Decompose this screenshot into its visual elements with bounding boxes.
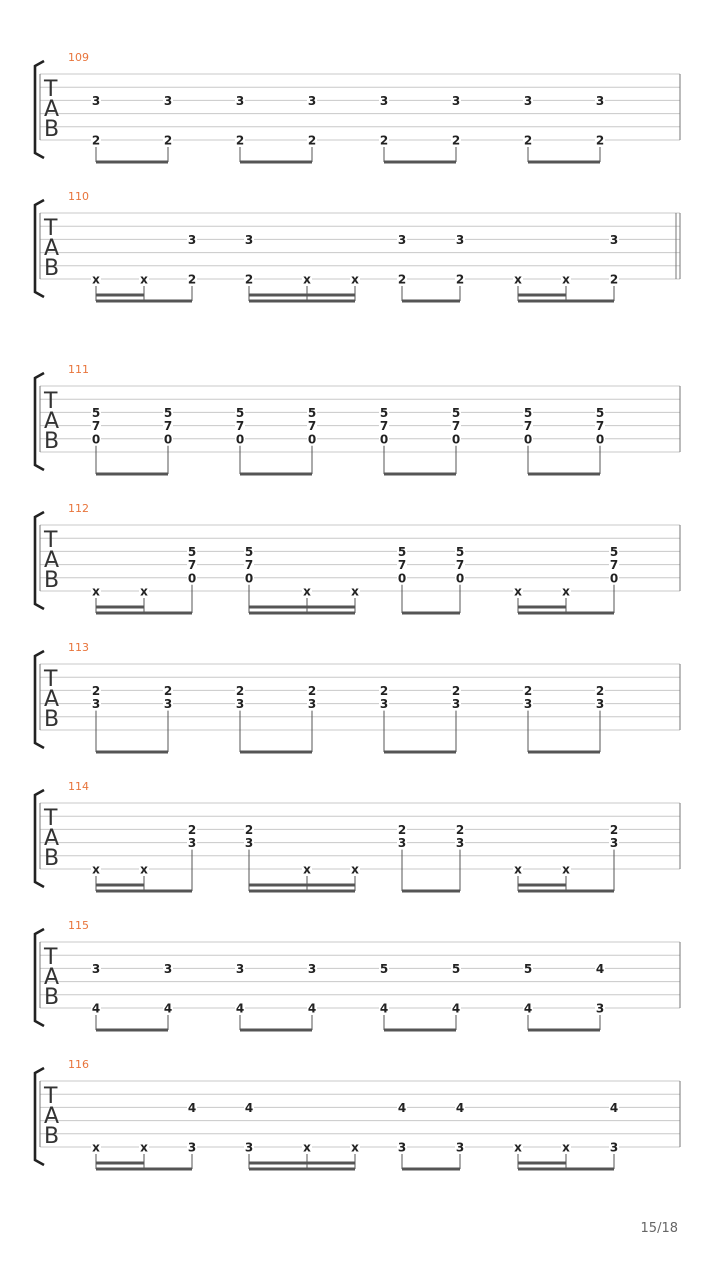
tab-system [35, 780, 680, 891]
tab-clef-letter: A [44, 236, 60, 261]
tab-clef-letter: B [44, 846, 60, 871]
fret-number: 3 [307, 697, 317, 712]
fret-number: 2 [244, 822, 254, 837]
fret-number: 2 [163, 133, 173, 148]
fret-number: 2 [187, 822, 197, 837]
fret-number: 3 [397, 232, 407, 247]
fret-number: 2 [595, 683, 605, 698]
fret-number: 7 [307, 419, 317, 434]
fret-number: 2 [451, 133, 461, 148]
fret-number: 3 [91, 697, 101, 712]
tab-clef-letter: A [44, 826, 60, 851]
tab-system [35, 502, 680, 613]
fret-number: 3 [609, 232, 619, 247]
tab-clef-letter: B [44, 117, 60, 142]
fret-number: 2 [91, 683, 101, 698]
fret-number: 2 [397, 272, 407, 287]
fret-number: 3 [91, 93, 101, 108]
tab-clef-letter: T [44, 806, 58, 831]
fret-number: 7 [609, 558, 619, 573]
fret-number: 4 [379, 1001, 389, 1016]
tab-system [35, 190, 680, 301]
fret-number: 3 [397, 1140, 407, 1155]
measure-number: 115 [68, 919, 89, 932]
fret-number: 5 [595, 405, 605, 420]
tab-clef-letter: B [44, 568, 60, 593]
dead-note: x [562, 272, 570, 287]
fret-number: 0 [187, 571, 197, 586]
fret-number: 5 [455, 544, 465, 559]
fret-number: 2 [609, 272, 619, 287]
measure-number: 109 [68, 51, 89, 64]
fret-number: 7 [455, 558, 465, 573]
dead-note: x [140, 584, 148, 599]
fret-number: 4 [163, 1001, 173, 1016]
fret-number: 5 [397, 544, 407, 559]
fret-number: 2 [379, 133, 389, 148]
dead-note: x [140, 862, 148, 877]
fret-number: 7 [379, 419, 389, 434]
dead-note: x [514, 862, 522, 877]
fret-number: 4 [455, 1100, 465, 1115]
fret-number: 0 [235, 432, 245, 447]
measure-number: 116 [68, 1058, 89, 1071]
fret-number: 2 [235, 133, 245, 148]
tab-clef-letter: B [44, 256, 60, 281]
tab-clef-letter: A [44, 548, 60, 573]
fret-number: 7 [451, 419, 461, 434]
fret-number: 4 [187, 1100, 197, 1115]
measure-number: 111 [68, 363, 89, 376]
dead-note: x [351, 272, 359, 287]
fret-number: 0 [397, 571, 407, 586]
fret-number: 3 [235, 93, 245, 108]
measure-number: 110 [68, 190, 89, 203]
tab-clef-letter: A [44, 687, 60, 712]
fret-number: 4 [595, 961, 605, 976]
tab-clef-letter: B [44, 429, 60, 454]
fret-number: 2 [455, 272, 465, 287]
fret-number: 5 [379, 961, 389, 976]
fret-number: 3 [187, 836, 197, 851]
tab-system [35, 1058, 680, 1169]
fret-number: 3 [307, 961, 317, 976]
dead-note: x [514, 1140, 522, 1155]
tab-clef-letter: T [44, 77, 58, 102]
fret-number: 3 [244, 232, 254, 247]
tab-clef-letter: T [44, 528, 58, 553]
fret-number: 2 [609, 822, 619, 837]
dead-note: x [303, 862, 311, 877]
fret-number: 2 [379, 683, 389, 698]
fret-number: 0 [595, 432, 605, 447]
fret-number: 5 [307, 405, 317, 420]
fret-number: 0 [91, 432, 101, 447]
dead-note: x [351, 584, 359, 599]
tab-clef-letter: B [44, 985, 60, 1010]
fret-number: 7 [91, 419, 101, 434]
fret-number: 0 [244, 571, 254, 586]
dead-note: x [514, 584, 522, 599]
fret-number: 5 [451, 405, 461, 420]
fret-number: 2 [451, 683, 461, 698]
fret-number: 2 [397, 822, 407, 837]
fret-number: 3 [609, 836, 619, 851]
fret-number: 4 [91, 1001, 101, 1016]
fret-number: 5 [235, 405, 245, 420]
fret-number: 0 [451, 432, 461, 447]
fret-number: 3 [235, 961, 245, 976]
fret-number: 4 [235, 1001, 245, 1016]
fret-number: 5 [244, 544, 254, 559]
tab-clef-letter: A [44, 97, 60, 122]
fret-number: 0 [523, 432, 533, 447]
fret-number: 2 [455, 822, 465, 837]
dead-note: x [351, 862, 359, 877]
dead-note: x [140, 1140, 148, 1155]
fret-number: 2 [307, 133, 317, 148]
fret-number: 3 [379, 93, 389, 108]
fret-number: 3 [379, 697, 389, 712]
fret-number: 3 [455, 232, 465, 247]
fret-number: 3 [163, 697, 173, 712]
fret-number: 2 [235, 683, 245, 698]
page-number: 15/18 [640, 1221, 678, 1236]
tab-clef-letter: T [44, 667, 58, 692]
fret-number: 2 [307, 683, 317, 698]
fret-number: 2 [187, 272, 197, 287]
tab-clef-letter: B [44, 707, 60, 732]
measure-number: 113 [68, 641, 89, 654]
tab-clef-letter: A [44, 965, 60, 990]
fret-number: 4 [307, 1001, 317, 1016]
tab-clef-letter: B [44, 1124, 60, 1149]
fret-number: 5 [609, 544, 619, 559]
fret-number: 4 [451, 1001, 461, 1016]
tab-system [35, 51, 680, 162]
fret-number: 3 [307, 93, 317, 108]
fret-number: 5 [379, 405, 389, 420]
fret-number: 3 [244, 1140, 254, 1155]
tab-clef-letter: T [44, 1084, 58, 1109]
fret-number: 2 [244, 272, 254, 287]
tab-clef-letter: A [44, 409, 60, 434]
dead-note: x [92, 272, 100, 287]
dead-note: x [562, 584, 570, 599]
fret-number: 2 [163, 683, 173, 698]
fret-number: 3 [455, 836, 465, 851]
fret-number: 3 [523, 697, 533, 712]
tab-clef-letter: T [44, 389, 58, 414]
fret-number: 2 [523, 683, 533, 698]
tab-system [35, 641, 680, 752]
tab-system [35, 363, 680, 474]
fret-number: 3 [187, 232, 197, 247]
fret-number: 0 [307, 432, 317, 447]
dead-note: x [140, 272, 148, 287]
fret-number: 7 [235, 419, 245, 434]
fret-number: 4 [523, 1001, 533, 1016]
fret-number: 7 [397, 558, 407, 573]
dead-note: x [92, 1140, 100, 1155]
dead-note: x [92, 584, 100, 599]
fret-number: 3 [91, 961, 101, 976]
dead-note: x [303, 1140, 311, 1155]
fret-number: 3 [187, 1140, 197, 1155]
dead-note: x [303, 584, 311, 599]
fret-number: 5 [163, 405, 173, 420]
tab-clef-letter: T [44, 216, 58, 241]
tab-clef-letter: A [44, 1104, 60, 1129]
fret-number: 3 [235, 697, 245, 712]
fret-number: 3 [595, 93, 605, 108]
dead-note: x [562, 1140, 570, 1155]
dead-note: x [303, 272, 311, 287]
fret-number: 2 [595, 133, 605, 148]
measure-number: 112 [68, 502, 89, 515]
dead-note: x [92, 862, 100, 877]
fret-number: 7 [523, 419, 533, 434]
fret-number: 3 [523, 93, 533, 108]
tab-clef-letter: T [44, 945, 58, 970]
fret-number: 5 [91, 405, 101, 420]
fret-number: 3 [397, 836, 407, 851]
fret-number: 0 [609, 571, 619, 586]
tab-system [35, 919, 680, 1030]
measure-number: 114 [68, 780, 89, 793]
fret-number: 5 [187, 544, 197, 559]
fret-number: 3 [609, 1140, 619, 1155]
fret-number: 7 [595, 419, 605, 434]
fret-number: 3 [451, 93, 461, 108]
fret-number: 0 [163, 432, 173, 447]
fret-number: 0 [455, 571, 465, 586]
dead-note: x [514, 272, 522, 287]
fret-number: 0 [379, 432, 389, 447]
fret-number: 3 [595, 697, 605, 712]
fret-number: 7 [163, 419, 173, 434]
fret-number: 3 [451, 697, 461, 712]
fret-number: 5 [451, 961, 461, 976]
fret-number: 5 [523, 405, 533, 420]
fret-number: 3 [163, 961, 173, 976]
fret-number: 4 [397, 1100, 407, 1115]
fret-number: 3 [455, 1140, 465, 1155]
fret-number: 3 [244, 836, 254, 851]
fret-number: 4 [244, 1100, 254, 1115]
fret-number: 7 [187, 558, 197, 573]
dead-note: x [562, 862, 570, 877]
fret-number: 2 [91, 133, 101, 148]
dead-note: x [351, 1140, 359, 1155]
fret-number: 4 [609, 1100, 619, 1115]
fret-number: 3 [163, 93, 173, 108]
fret-number: 3 [595, 1001, 605, 1016]
fret-number: 5 [523, 961, 533, 976]
fret-number: 2 [523, 133, 533, 148]
fret-number: 7 [244, 558, 254, 573]
